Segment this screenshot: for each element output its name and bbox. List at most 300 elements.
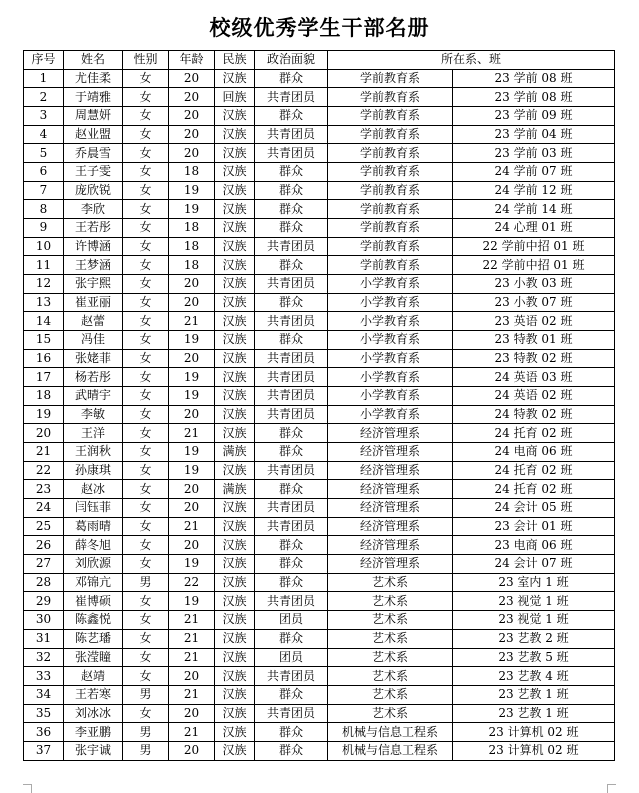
table-row <box>24 424 615 443</box>
table-row <box>24 685 615 704</box>
cell-department: 艺术系 <box>328 667 453 686</box>
table-row <box>24 237 615 256</box>
cell-ethnicity: 汉族 <box>215 723 255 742</box>
cell-department: 学前教育系 <box>328 88 453 107</box>
cell-gender: 女 <box>123 536 169 555</box>
cell-department: 小学教育系 <box>328 331 453 350</box>
cell-age: 21 <box>169 629 215 648</box>
cell-name: 孙康琪 <box>64 461 123 480</box>
table-row <box>24 704 615 723</box>
cell-age: 21 <box>169 685 215 704</box>
cell-index: 37 <box>24 741 64 760</box>
cell-name: 周慧妍 <box>64 107 123 126</box>
cell-class: 23 艺教 2 班 <box>453 629 615 648</box>
cell-class: 23 视觉 1 班 <box>453 611 615 630</box>
cell-ethnicity: 汉族 <box>215 685 255 704</box>
cell-name: 刘欣源 <box>64 555 123 574</box>
cell-gender: 男 <box>123 741 169 760</box>
cell-gender: 女 <box>123 125 169 144</box>
cell-gender: 女 <box>123 275 169 294</box>
cell-age: 20 <box>169 741 215 760</box>
cell-political-status: 群众 <box>255 480 328 499</box>
cell-class: 24 托育 02 班 <box>453 424 615 443</box>
cell-age: 21 <box>169 312 215 331</box>
cell-political-status: 团员 <box>255 611 328 630</box>
cell-age: 19 <box>169 387 215 406</box>
cell-political-status: 群众 <box>255 723 328 742</box>
cell-age: 20 <box>169 704 215 723</box>
table-row <box>24 405 615 424</box>
cell-ethnicity: 汉族 <box>215 704 255 723</box>
cell-name: 张宇诚 <box>64 741 123 760</box>
cell-gender: 女 <box>123 629 169 648</box>
cell-index: 29 <box>24 592 64 611</box>
cell-name: 张滢瞳 <box>64 648 123 667</box>
cell-department: 艺术系 <box>328 573 453 592</box>
cell-political-status: 群众 <box>255 443 328 462</box>
cell-index: 30 <box>24 611 64 630</box>
cell-political-status: 群众 <box>255 163 328 182</box>
cell-gender: 女 <box>123 312 169 331</box>
cell-political-status: 群众 <box>255 536 328 555</box>
table-row <box>24 536 615 555</box>
cell-political-status: 群众 <box>255 69 328 88</box>
header-name: 姓名 <box>64 51 123 70</box>
cell-class: 23 艺教 1 班 <box>453 685 615 704</box>
cell-class: 24 学前 12 班 <box>453 181 615 200</box>
cell-index: 36 <box>24 723 64 742</box>
cell-political-status: 共青团员 <box>255 704 328 723</box>
cell-ethnicity: 汉族 <box>215 181 255 200</box>
cell-department: 艺术系 <box>328 704 453 723</box>
cell-age: 20 <box>169 499 215 518</box>
cell-class: 24 英语 02 班 <box>453 387 615 406</box>
cell-class: 22 学前中招 01 班 <box>453 237 615 256</box>
cell-ethnicity: 汉族 <box>215 461 255 480</box>
cell-class: 24 心理 01 班 <box>453 219 615 238</box>
cell-name: 王若寒 <box>64 685 123 704</box>
cell-political-status: 群众 <box>255 200 328 219</box>
cell-department: 学前教育系 <box>328 144 453 163</box>
table-row <box>24 69 615 88</box>
cell-index: 32 <box>24 648 64 667</box>
cell-age: 20 <box>169 107 215 126</box>
cell-ethnicity: 汉族 <box>215 424 255 443</box>
cell-name: 葛雨晴 <box>64 517 123 536</box>
cell-gender: 女 <box>123 592 169 611</box>
cell-name: 冯佳 <box>64 331 123 350</box>
cell-gender: 女 <box>123 88 169 107</box>
cell-index: 15 <box>24 331 64 350</box>
cell-class: 23 学前 03 班 <box>453 144 615 163</box>
cell-department: 艺术系 <box>328 592 453 611</box>
cell-political-status: 共青团员 <box>255 237 328 256</box>
cell-age: 20 <box>169 293 215 312</box>
cell-ethnicity: 汉族 <box>215 237 255 256</box>
cell-index: 17 <box>24 368 64 387</box>
cell-name: 尤佳柔 <box>64 69 123 88</box>
cell-political-status: 群众 <box>255 331 328 350</box>
cell-department: 经济管理系 <box>328 517 453 536</box>
cell-gender: 女 <box>123 331 169 350</box>
cell-ethnicity: 汉族 <box>215 573 255 592</box>
cell-ethnicity: 汉族 <box>215 592 255 611</box>
cell-political-status: 群众 <box>255 181 328 200</box>
cell-ethnicity: 汉族 <box>215 741 255 760</box>
roster-table <box>23 50 615 761</box>
cell-index: 14 <box>24 312 64 331</box>
header-age: 年龄 <box>169 51 215 70</box>
cell-political-status: 共青团员 <box>255 461 328 480</box>
cell-age: 19 <box>169 592 215 611</box>
cell-age: 20 <box>169 480 215 499</box>
cell-name: 崔亚丽 <box>64 293 123 312</box>
cell-name: 李亚鹏 <box>64 723 123 742</box>
cell-age: 18 <box>169 163 215 182</box>
cell-ethnicity: 汉族 <box>215 256 255 275</box>
document-title: 校级优秀学生干部名册 <box>209 16 430 40</box>
cell-gender: 女 <box>123 667 169 686</box>
table-row <box>24 275 615 294</box>
cell-index: 11 <box>24 256 64 275</box>
cell-class: 23 学前 08 班 <box>453 69 615 88</box>
cell-gender: 女 <box>123 517 169 536</box>
cell-political-status: 群众 <box>255 424 328 443</box>
cell-gender: 女 <box>123 69 169 88</box>
cell-age: 20 <box>169 69 215 88</box>
cell-name: 于靖雅 <box>64 88 123 107</box>
cell-index: 5 <box>24 144 64 163</box>
cell-name: 崔博硕 <box>64 592 123 611</box>
cell-age: 19 <box>169 368 215 387</box>
cell-age: 20 <box>169 144 215 163</box>
cell-department: 学前教育系 <box>328 219 453 238</box>
cell-department: 经济管理系 <box>328 461 453 480</box>
cell-political-status: 共青团员 <box>255 405 328 424</box>
table-row <box>24 144 615 163</box>
cell-political-status: 群众 <box>255 629 328 648</box>
cell-index: 6 <box>24 163 64 182</box>
cell-class: 24 会计 07 班 <box>453 555 615 574</box>
cell-ethnicity: 汉族 <box>215 405 255 424</box>
cell-political-status: 群众 <box>255 107 328 126</box>
cell-index: 19 <box>24 405 64 424</box>
table-row <box>24 741 615 760</box>
cell-ethnicity: 汉族 <box>215 219 255 238</box>
cell-department: 小学教育系 <box>328 368 453 387</box>
cell-ethnicity: 满族 <box>215 480 255 499</box>
cell-gender: 女 <box>123 480 169 499</box>
cell-index: 12 <box>24 275 64 294</box>
cell-name: 陈艺璠 <box>64 629 123 648</box>
cell-index: 27 <box>24 555 64 574</box>
cell-department: 小学教育系 <box>328 293 453 312</box>
cell-age: 20 <box>169 405 215 424</box>
cell-index: 21 <box>24 443 64 462</box>
cell-political-status: 群众 <box>255 741 328 760</box>
cell-political-status: 共青团员 <box>255 88 328 107</box>
cell-political-status: 共青团员 <box>255 499 328 518</box>
cell-class: 24 托育 02 班 <box>453 461 615 480</box>
table-row <box>24 648 615 667</box>
cell-gender: 女 <box>123 704 169 723</box>
cell-ethnicity: 汉族 <box>215 648 255 667</box>
cell-department: 学前教育系 <box>328 237 453 256</box>
header-political-status: 政治面貌 <box>255 51 328 70</box>
cell-department: 学前教育系 <box>328 181 453 200</box>
cell-class: 24 学前 14 班 <box>453 200 615 219</box>
cell-index: 13 <box>24 293 64 312</box>
cell-index: 24 <box>24 499 64 518</box>
cell-name: 乔晨雪 <box>64 144 123 163</box>
cell-gender: 女 <box>123 349 169 368</box>
cell-gender: 女 <box>123 256 169 275</box>
table-row <box>24 499 615 518</box>
cell-age: 20 <box>169 275 215 294</box>
cell-index: 26 <box>24 536 64 555</box>
cell-department: 经济管理系 <box>328 480 453 499</box>
cell-department: 经济管理系 <box>328 536 453 555</box>
cell-ethnicity: 汉族 <box>215 69 255 88</box>
cell-age: 22 <box>169 573 215 592</box>
table-row <box>24 573 615 592</box>
cell-ethnicity: 汉族 <box>215 312 255 331</box>
cell-ethnicity: 汉族 <box>215 200 255 219</box>
table-row <box>24 667 615 686</box>
cell-political-status: 共青团员 <box>255 125 328 144</box>
cell-department: 学前教育系 <box>328 107 453 126</box>
cell-class: 23 学前 04 班 <box>453 125 615 144</box>
cell-political-status: 群众 <box>255 685 328 704</box>
cell-gender: 女 <box>123 200 169 219</box>
cell-ethnicity: 汉族 <box>215 331 255 350</box>
cell-class: 23 计算机 02 班 <box>453 723 615 742</box>
cell-gender: 男 <box>123 573 169 592</box>
cell-age: 21 <box>169 611 215 630</box>
cell-department: 小学教育系 <box>328 275 453 294</box>
cell-gender: 女 <box>123 107 169 126</box>
cell-class: 23 特教 01 班 <box>453 331 615 350</box>
cell-gender: 女 <box>123 181 169 200</box>
cell-name: 赵靖 <box>64 667 123 686</box>
table-row <box>24 163 615 182</box>
cell-age: 19 <box>169 331 215 350</box>
cell-gender: 女 <box>123 219 169 238</box>
cell-age: 19 <box>169 443 215 462</box>
cell-political-status: 群众 <box>255 219 328 238</box>
cell-political-status: 共青团员 <box>255 349 328 368</box>
cell-age: 20 <box>169 88 215 107</box>
cell-class: 23 学前 09 班 <box>453 107 615 126</box>
cell-ethnicity: 汉族 <box>215 125 255 144</box>
cell-department: 小学教育系 <box>328 405 453 424</box>
table-row <box>24 125 615 144</box>
cell-political-status: 共青团员 <box>255 387 328 406</box>
cell-index: 9 <box>24 219 64 238</box>
cell-name: 邓锦亢 <box>64 573 123 592</box>
table-row <box>24 293 615 312</box>
cell-ethnicity: 汉族 <box>215 349 255 368</box>
cell-ethnicity: 满族 <box>215 443 255 462</box>
cell-name: 薛冬旭 <box>64 536 123 555</box>
cell-name: 王子雯 <box>64 163 123 182</box>
cell-gender: 女 <box>123 387 169 406</box>
cell-political-status: 群众 <box>255 293 328 312</box>
cell-age: 19 <box>169 200 215 219</box>
table-row <box>24 387 615 406</box>
cell-index: 23 <box>24 480 64 499</box>
cell-gender: 女 <box>123 648 169 667</box>
table-row <box>24 181 615 200</box>
cell-age: 20 <box>169 667 215 686</box>
cell-department: 经济管理系 <box>328 555 453 574</box>
table-row <box>24 443 615 462</box>
cell-age: 20 <box>169 536 215 555</box>
cell-index: 34 <box>24 685 64 704</box>
cell-class: 24 托育 02 班 <box>453 480 615 499</box>
cell-age: 21 <box>169 424 215 443</box>
cell-name: 闫钰菲 <box>64 499 123 518</box>
cell-political-status: 团员 <box>255 648 328 667</box>
cell-gender: 女 <box>123 237 169 256</box>
cell-name: 赵冰 <box>64 480 123 499</box>
cell-index: 2 <box>24 88 64 107</box>
cell-gender: 女 <box>123 461 169 480</box>
cell-political-status: 共青团员 <box>255 312 328 331</box>
cell-gender: 女 <box>123 499 169 518</box>
cell-political-status: 群众 <box>255 256 328 275</box>
cell-gender: 女 <box>123 424 169 443</box>
cell-name: 庞欣锐 <box>64 181 123 200</box>
cell-department: 学前教育系 <box>328 69 453 88</box>
cell-gender: 女 <box>123 405 169 424</box>
table-row <box>24 480 615 499</box>
page-corner-mark <box>23 784 32 793</box>
table-row <box>24 611 615 630</box>
cell-ethnicity: 汉族 <box>215 517 255 536</box>
cell-name: 赵蕾 <box>64 312 123 331</box>
cell-index: 10 <box>24 237 64 256</box>
cell-class: 23 视觉 1 班 <box>453 592 615 611</box>
cell-index: 31 <box>24 629 64 648</box>
cell-index: 18 <box>24 387 64 406</box>
cell-ethnicity: 汉族 <box>215 555 255 574</box>
cell-political-status: 共青团员 <box>255 368 328 387</box>
cell-class: 24 电商 06 班 <box>453 443 615 462</box>
cell-department: 小学教育系 <box>328 349 453 368</box>
table-row <box>24 219 615 238</box>
cell-class: 23 艺教 5 班 <box>453 648 615 667</box>
cell-name: 张宇熙 <box>64 275 123 294</box>
cell-index: 16 <box>24 349 64 368</box>
cell-name: 王若彤 <box>64 219 123 238</box>
cell-name: 王润秋 <box>64 443 123 462</box>
cell-gender: 女 <box>123 443 169 462</box>
cell-name: 刘冰冰 <box>64 704 123 723</box>
cell-index: 4 <box>24 125 64 144</box>
cell-ethnicity: 汉族 <box>215 293 255 312</box>
cell-department: 小学教育系 <box>328 387 453 406</box>
table-row <box>24 368 615 387</box>
cell-political-status: 共青团员 <box>255 592 328 611</box>
cell-ethnicity: 回族 <box>215 88 255 107</box>
cell-age: 19 <box>169 181 215 200</box>
cell-department: 艺术系 <box>328 685 453 704</box>
cell-gender: 男 <box>123 723 169 742</box>
cell-ethnicity: 汉族 <box>215 144 255 163</box>
cell-index: 3 <box>24 107 64 126</box>
cell-age: 20 <box>169 125 215 144</box>
cell-class: 23 特教 02 班 <box>453 349 615 368</box>
cell-age: 19 <box>169 461 215 480</box>
cell-gender: 女 <box>123 163 169 182</box>
cell-class: 23 计算机 02 班 <box>453 741 615 760</box>
cell-age: 21 <box>169 723 215 742</box>
header-department-class: 所在系、班 <box>328 51 615 70</box>
cell-age: 18 <box>169 219 215 238</box>
cell-class: 23 艺教 4 班 <box>453 667 615 686</box>
cell-political-status: 共青团员 <box>255 667 328 686</box>
cell-class: 22 学前中招 01 班 <box>453 256 615 275</box>
cell-class: 23 室内 1 班 <box>453 573 615 592</box>
cell-index: 33 <box>24 667 64 686</box>
table-row <box>24 723 615 742</box>
cell-age: 21 <box>169 517 215 536</box>
cell-class: 24 特教 02 班 <box>453 405 615 424</box>
cell-name: 李欣 <box>64 200 123 219</box>
cell-department: 艺术系 <box>328 611 453 630</box>
cell-class: 23 小教 03 班 <box>453 275 615 294</box>
cell-political-status: 群众 <box>255 573 328 592</box>
table-row <box>24 517 615 536</box>
cell-name: 李敏 <box>64 405 123 424</box>
cell-age: 18 <box>169 237 215 256</box>
cell-index: 1 <box>24 69 64 88</box>
cell-index: 35 <box>24 704 64 723</box>
cell-index: 20 <box>24 424 64 443</box>
cell-ethnicity: 汉族 <box>215 275 255 294</box>
cell-gender: 女 <box>123 611 169 630</box>
table-row <box>24 629 615 648</box>
cell-department: 学前教育系 <box>328 200 453 219</box>
cell-index: 7 <box>24 181 64 200</box>
cell-department: 小学教育系 <box>328 312 453 331</box>
cell-class: 24 会计 05 班 <box>453 499 615 518</box>
table-row <box>24 88 615 107</box>
cell-age: 19 <box>169 555 215 574</box>
header-index: 序号 <box>24 51 64 70</box>
header-gender: 性别 <box>123 51 169 70</box>
cell-age: 18 <box>169 256 215 275</box>
table-row <box>24 461 615 480</box>
cell-index: 25 <box>24 517 64 536</box>
cell-department: 机械与信息工程系 <box>328 741 453 760</box>
table-row <box>24 312 615 331</box>
cell-department: 学前教育系 <box>328 125 453 144</box>
cell-department: 学前教育系 <box>328 163 453 182</box>
cell-ethnicity: 汉族 <box>215 499 255 518</box>
cell-class: 23 电商 06 班 <box>453 536 615 555</box>
cell-ethnicity: 汉族 <box>215 536 255 555</box>
cell-class: 23 会计 01 班 <box>453 517 615 536</box>
cell-age: 20 <box>169 349 215 368</box>
cell-department: 经济管理系 <box>328 443 453 462</box>
cell-class: 24 英语 03 班 <box>453 368 615 387</box>
cell-name: 陈鑫悦 <box>64 611 123 630</box>
cell-gender: 男 <box>123 685 169 704</box>
cell-name: 武晴宇 <box>64 387 123 406</box>
table-row <box>24 331 615 350</box>
